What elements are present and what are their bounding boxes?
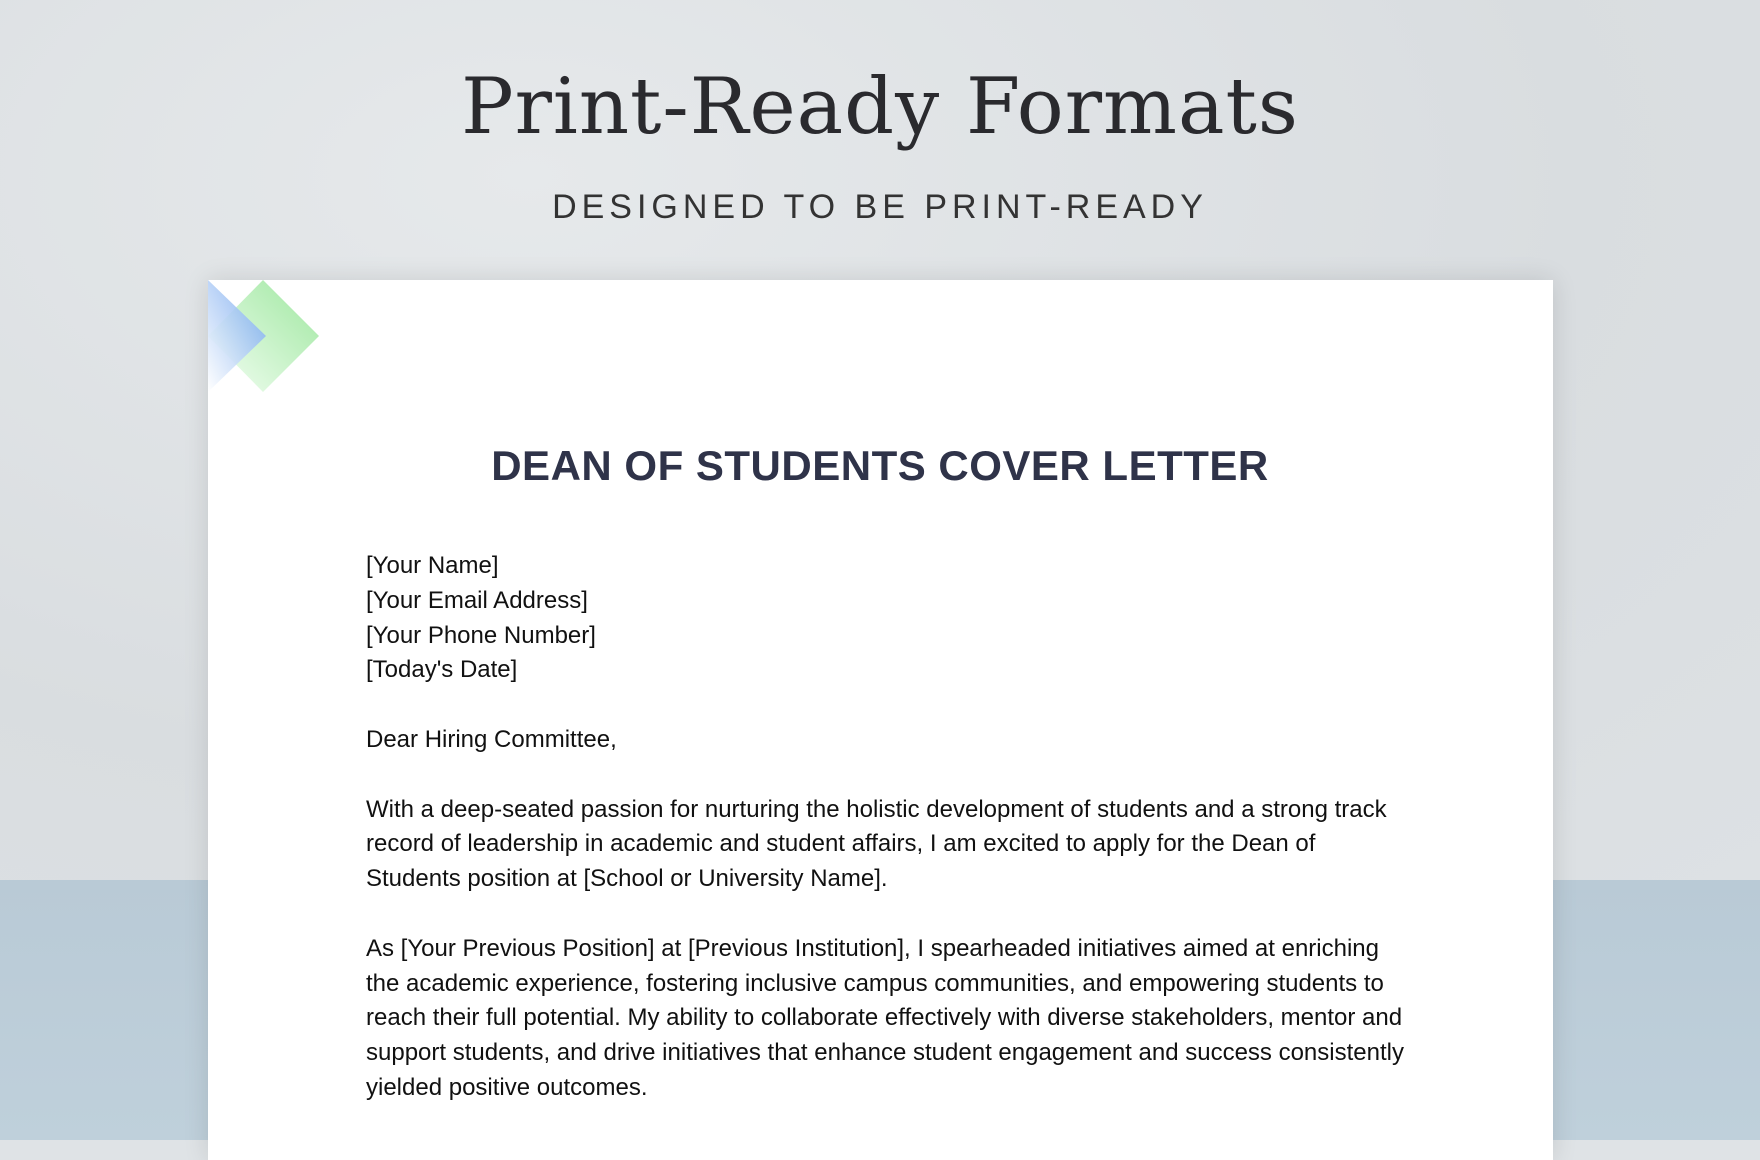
letter-body xyxy=(366,549,1406,1141)
chevron-logo-icon xyxy=(208,280,328,400)
document-title: DEAN OF STUDENTS COVER LETTER xyxy=(491,442,1269,489)
sender-name: [Your Name] xyxy=(366,552,499,579)
sender-block xyxy=(366,549,1406,688)
sender-phone: [Your Phone Number] xyxy=(366,621,596,649)
hero-subtitle: DESIGNED TO BE PRINT-READY xyxy=(552,188,1208,226)
salutation: Dear Hiring Committee, xyxy=(366,725,617,753)
paragraph-1: With a deep-seated passion for nurturing the holistic development of students and a strong track record of leadership in academic and student affairs, I am excited to apply for the Dean of Students position at [School or University Name]. xyxy=(366,795,1387,893)
paragraph-2: As [Your Previous Position] at [Previous Institution], I spearheaded initiatives aimed at enriching the academic experience, fostering inclusive campus communities, and empowering students to reach their full potential. My ability to collaborate effectively with diverse stakeholders, mentor and support students, and drive initiatives that enhance student engagement and success consistently yielded positive outcomes. xyxy=(366,934,1404,1101)
hero-title: Print-Ready Formats xyxy=(461,62,1299,152)
sender-email: [Your Email Address] xyxy=(366,586,588,614)
letter-date: [Today's Date] xyxy=(366,656,518,684)
